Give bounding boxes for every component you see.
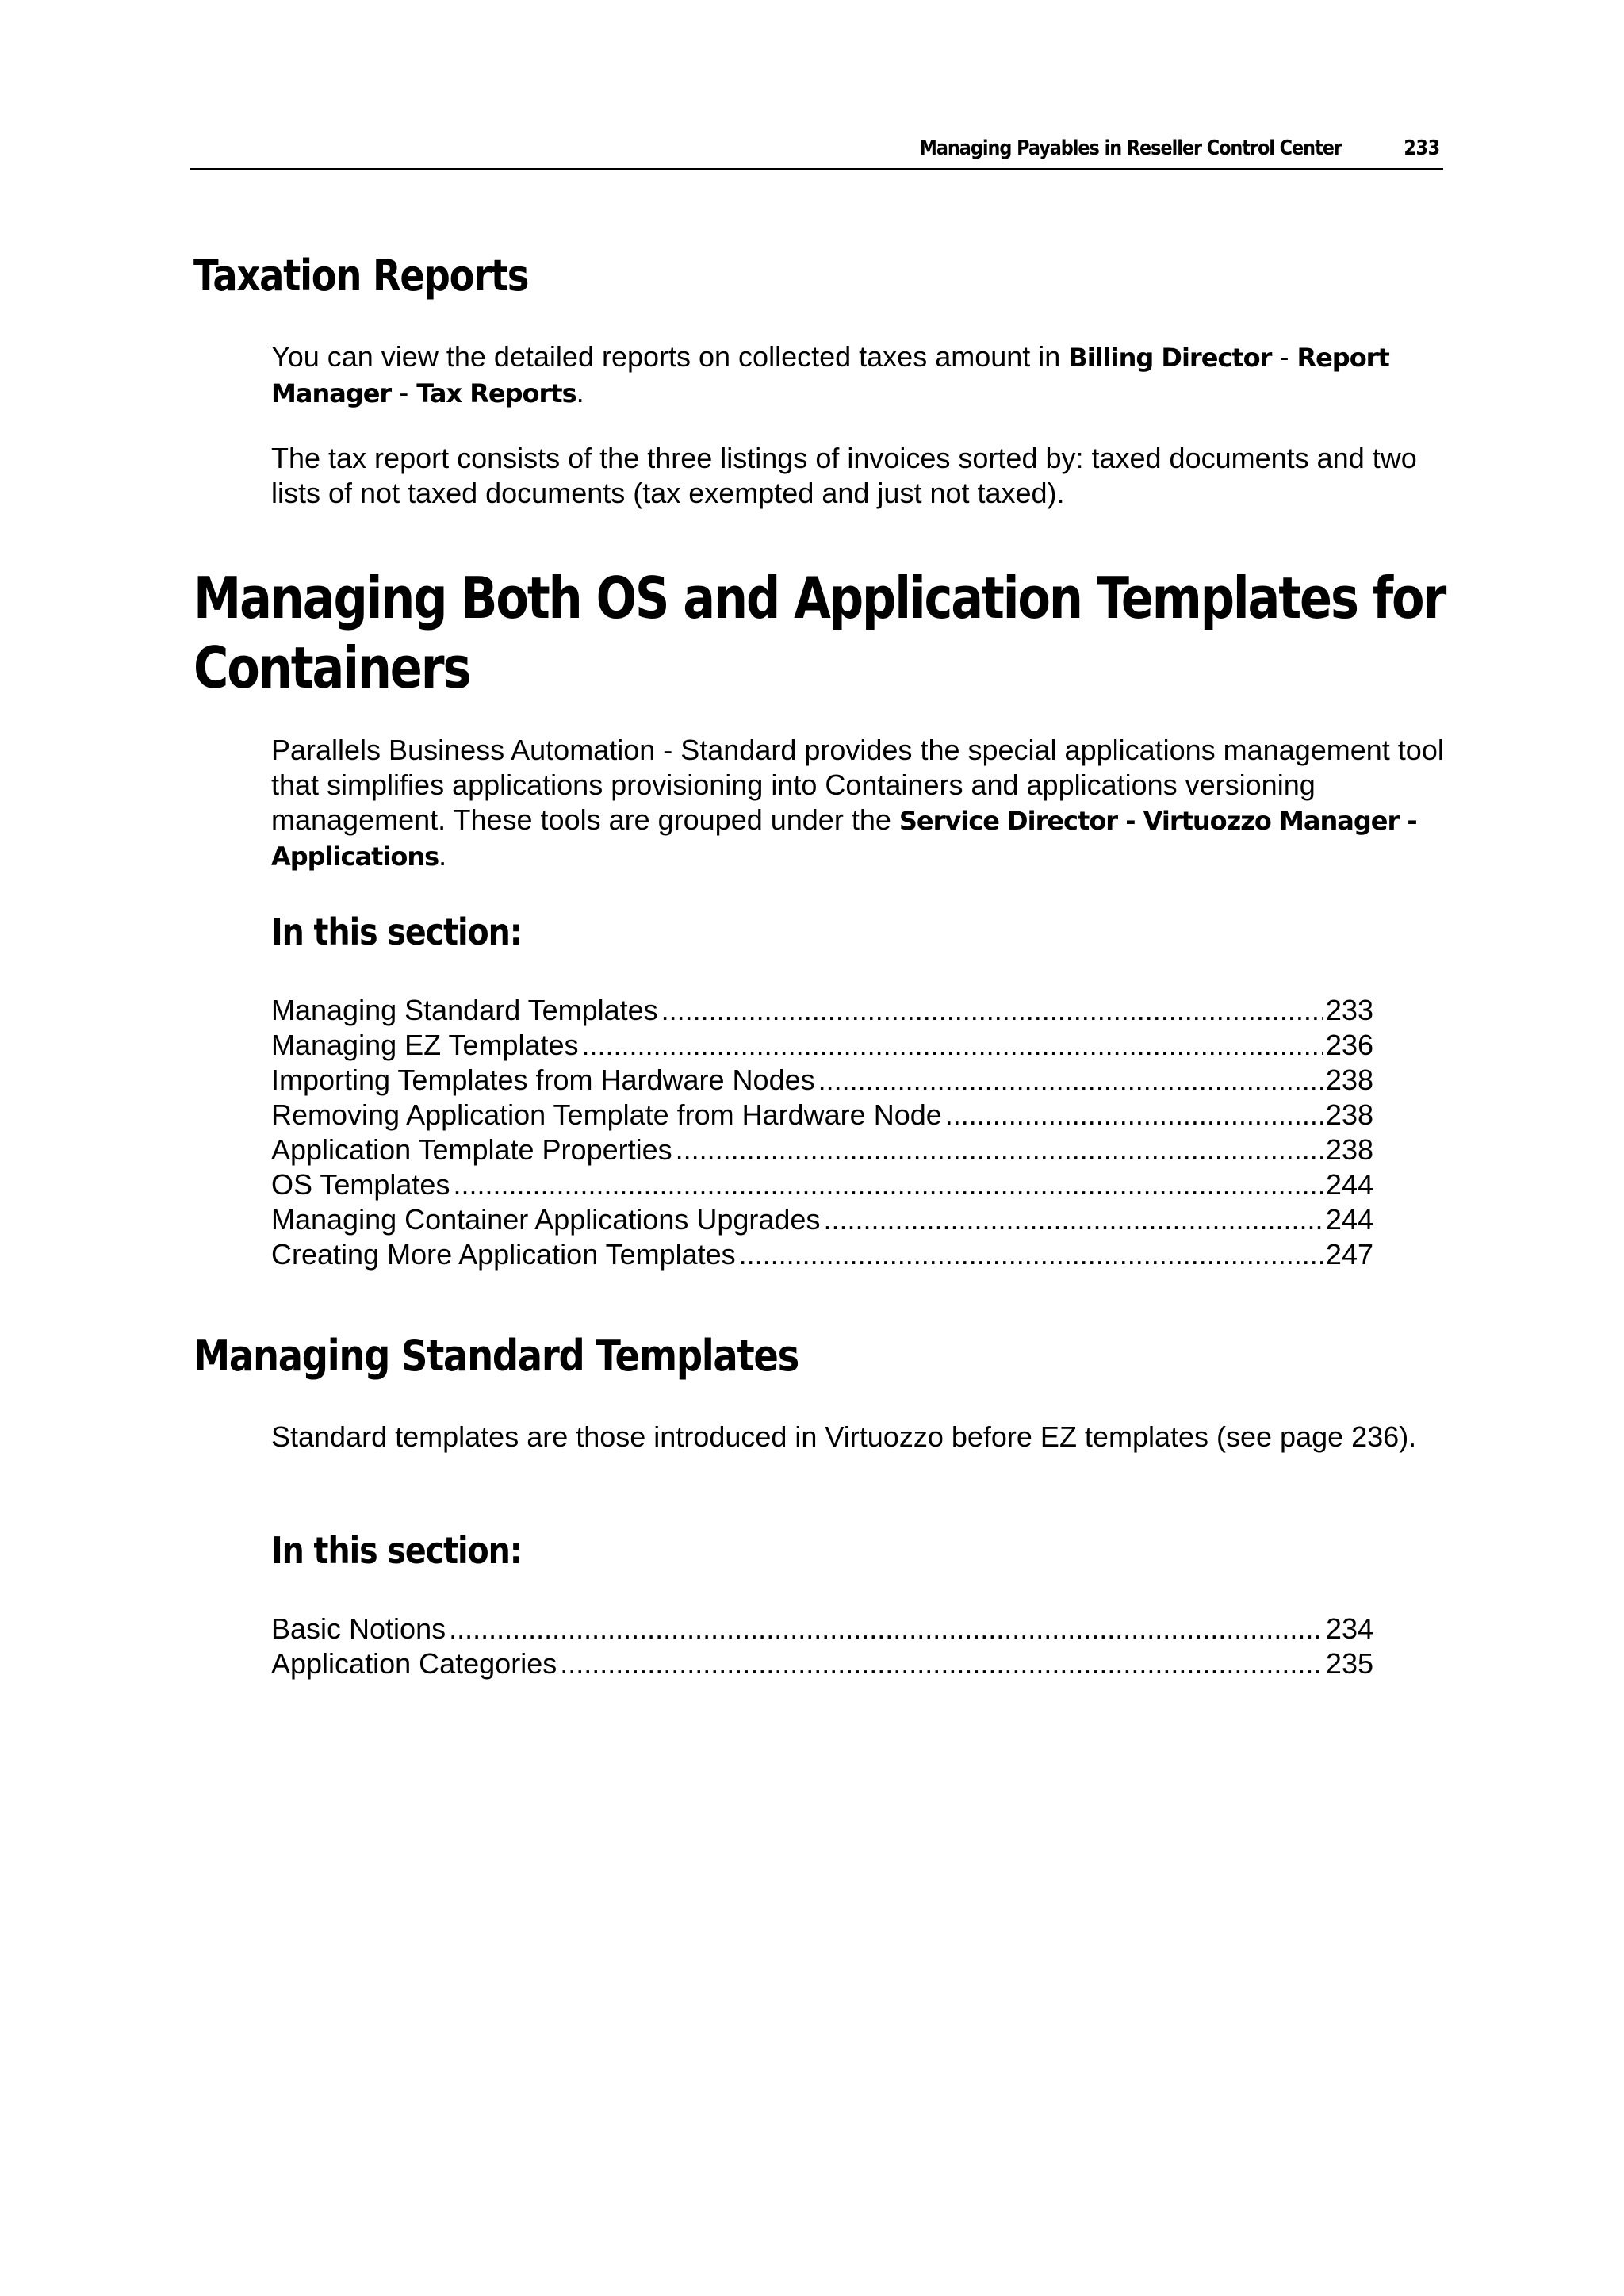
templates-p1-text: Parallels Business Automation - Standard provides the special applications management tool that simplifies applications provisioning into Containers and applications versioning management. These tools are grouped under the [271,734,1444,836]
toc-page[interactable]: 238 [1325,1064,1373,1096]
toc-row[interactable] [271,1028,1373,1063]
taxation-paragraph-1 [271,339,1445,411]
toc-page[interactable]: 238 [1325,1098,1373,1131]
standard-in-section-label: In this section: [271,1529,522,1572]
taxation-paragraph-2: The tax report consists of the three listings of invoices sorted by: taxed documents and two lists of not taxed documents (tax exempted and just not taxed). [271,442,1417,509]
templates-in-section-label: In this section: [271,910,522,953]
taxation-p1-bold-2: Report Manager [271,343,1389,408]
templates-p1-bold: Service Director - Virtuozzo Manager - Applications [271,806,1417,872]
taxation-p1-sep-2: - [391,376,417,408]
taxation-heading: Taxation Reports [193,251,529,301]
templates-heading [193,563,1445,703]
toc-row[interactable] [271,1202,1373,1237]
toc-title[interactable]: Application Template Properties [271,1133,672,1166]
templates-p1-end: . [439,839,447,872]
templates-toc [271,993,1373,1272]
toc-row[interactable] [271,1063,1373,1098]
toc-row[interactable] [271,993,1373,1028]
toc-row[interactable] [271,1133,1373,1167]
toc-page[interactable]: 233 [1325,994,1373,1026]
taxation-p1-bold-1: Billing Director [1068,343,1272,373]
toc-page[interactable]: 234 [1325,1612,1373,1645]
toc-title[interactable]: Removing Application Template from Hardware Node [271,1098,942,1131]
toc-page[interactable]: 235 [1325,1647,1373,1680]
standard-paragraph: Standard templates are those introduced in Virtuozzo before EZ templates (see page 236). [271,1420,1417,1453]
toc-title[interactable]: Managing EZ Templates [271,1029,579,1061]
header-title: Managing Payables in Reseller Control Center [919,136,1342,160]
toc-title[interactable]: Creating More Application Templates [271,1238,736,1271]
header-page-number: 233 [1404,136,1440,160]
toc-leader [739,1237,1323,1272]
toc-leader [453,1167,1322,1202]
toc-page[interactable]: 244 [1325,1168,1373,1201]
toc-leader [582,1028,1323,1063]
toc-leader [661,993,1323,1028]
standard-toc [271,1612,1373,1681]
toc-row[interactable] [271,1237,1373,1272]
toc-title[interactable]: Managing Container Applications Upgrades [271,1203,821,1236]
taxation-p1-bold-3: Tax Reports [416,378,576,408]
toc-leader [823,1202,1322,1237]
toc-row[interactable] [271,1612,1373,1646]
toc-page[interactable]: 236 [1325,1029,1373,1061]
toc-title[interactable]: Managing Standard Templates [271,994,658,1026]
toc-page[interactable]: 247 [1325,1238,1373,1271]
templates-heading-line-2: Containers [193,634,470,701]
taxation-p1-end: . [576,376,584,408]
taxation-p1-sep-1: - [1271,340,1297,373]
toc-row[interactable] [271,1646,1373,1681]
templates-paragraph [271,733,1445,874]
toc-title[interactable]: Application Categories [271,1647,557,1680]
toc-title[interactable]: Basic Notions [271,1612,446,1645]
taxation-p1-text: You can view the detailed reports on collected taxes amount in [271,340,1069,373]
standard-heading: Managing Standard Templates [193,1331,799,1381]
toc-row[interactable] [271,1098,1373,1133]
toc-page[interactable]: 238 [1325,1133,1373,1166]
toc-row[interactable] [271,1167,1373,1202]
toc-leader [676,1133,1323,1167]
toc-leader [560,1646,1323,1681]
toc-leader [818,1063,1323,1098]
toc-title[interactable]: OS Templates [271,1168,450,1201]
toc-leader [449,1612,1323,1646]
toc-page[interactable]: 244 [1325,1203,1373,1236]
toc-title[interactable]: Importing Templates from Hardware Nodes [271,1064,815,1096]
running-header [190,133,1443,170]
templates-heading-line-1: Managing Both OS and Application Templates for [193,565,1446,631]
toc-leader [945,1098,1323,1133]
